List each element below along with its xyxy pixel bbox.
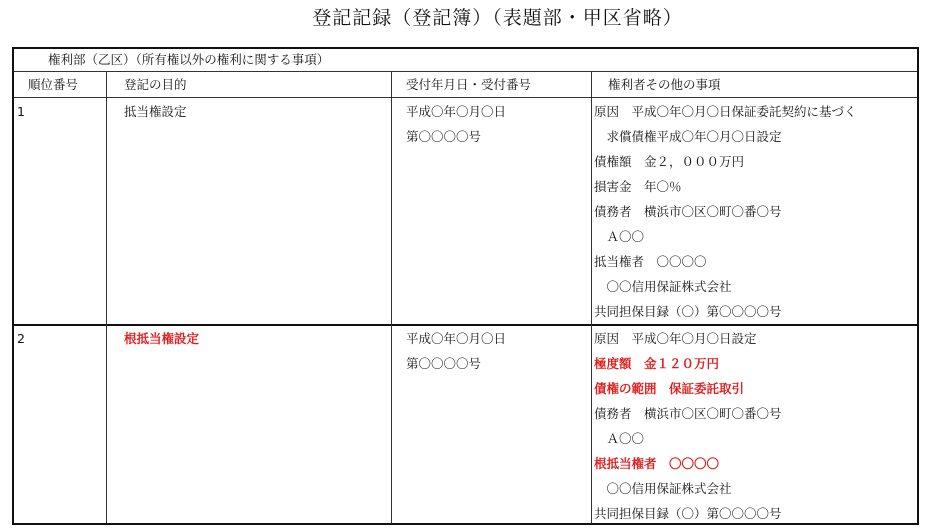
row-divider xyxy=(14,324,917,326)
row-detail: 損害金 年〇％ xyxy=(594,179,682,194)
column-header-rank: 順位番号 xyxy=(28,77,79,92)
row-receipt-date: 平成〇年〇月〇日 xyxy=(406,331,507,346)
row-detail: 求償債権平成〇年〇月〇日設定 xyxy=(594,129,782,144)
row-detail: 〇〇信用保証株式会社 xyxy=(594,481,732,496)
column-header-purpose: 登記の目的 xyxy=(124,77,187,92)
page-title: 登記記録（登記簿）（表題部・甲区省略） xyxy=(312,7,683,29)
row-detail-highlight: 根抵当権者 〇〇〇〇 xyxy=(594,456,720,471)
column-divider xyxy=(391,71,392,523)
row-detail: 原因 平成〇年〇月〇日設定 xyxy=(594,331,757,346)
row-detail: 抵当権者 〇〇〇〇 xyxy=(594,254,707,269)
row-detail: Ａ〇〇 xyxy=(594,229,645,244)
column-divider xyxy=(106,71,107,523)
row-receipt-no: 第〇〇〇〇号 xyxy=(406,129,482,144)
header-divider xyxy=(14,97,917,98)
column-divider xyxy=(591,71,592,523)
row-detail: 原因 平成〇年〇月〇日保証委託契約に基づく xyxy=(594,104,857,119)
row-rank: 2 xyxy=(17,331,25,346)
row-detail: 債権額 金２，０００万円 xyxy=(594,154,745,169)
row-detail: 共同担保目録（〇）第〇〇〇〇号 xyxy=(594,304,782,319)
registry-table xyxy=(12,47,919,525)
row-purpose-highlight: 根抵当権設定 xyxy=(124,331,200,346)
row-detail-highlight: 極度額 金１２０万円 xyxy=(594,356,720,371)
row-detail: Ａ〇〇 xyxy=(594,431,645,446)
row-detail-highlight: 債権の範囲 保証委託取引 xyxy=(594,381,745,396)
row-rank: 1 xyxy=(17,104,25,119)
section-divider xyxy=(14,71,917,72)
row-purpose: 抵当権設定 xyxy=(124,104,187,119)
row-detail: 〇〇信用保証株式会社 xyxy=(594,279,732,294)
row-detail: 債務者 横浜市〇区〇町〇番〇号 xyxy=(594,204,782,219)
row-detail: 共同担保目録（〇）第〇〇〇〇号 xyxy=(594,506,782,521)
row-receipt-date: 平成〇年〇月〇日 xyxy=(406,104,507,119)
column-header-receipt: 受付年月日・受付番号 xyxy=(406,77,532,92)
row-detail: 債務者 横浜市〇区〇町〇番〇号 xyxy=(594,406,782,421)
column-header-details: 権利者その他の事項 xyxy=(608,77,721,92)
row-receipt-no: 第〇〇〇〇号 xyxy=(406,356,482,371)
section-label: 権利部（乙区）（所有権以外の権利に関する事項） xyxy=(48,52,330,67)
